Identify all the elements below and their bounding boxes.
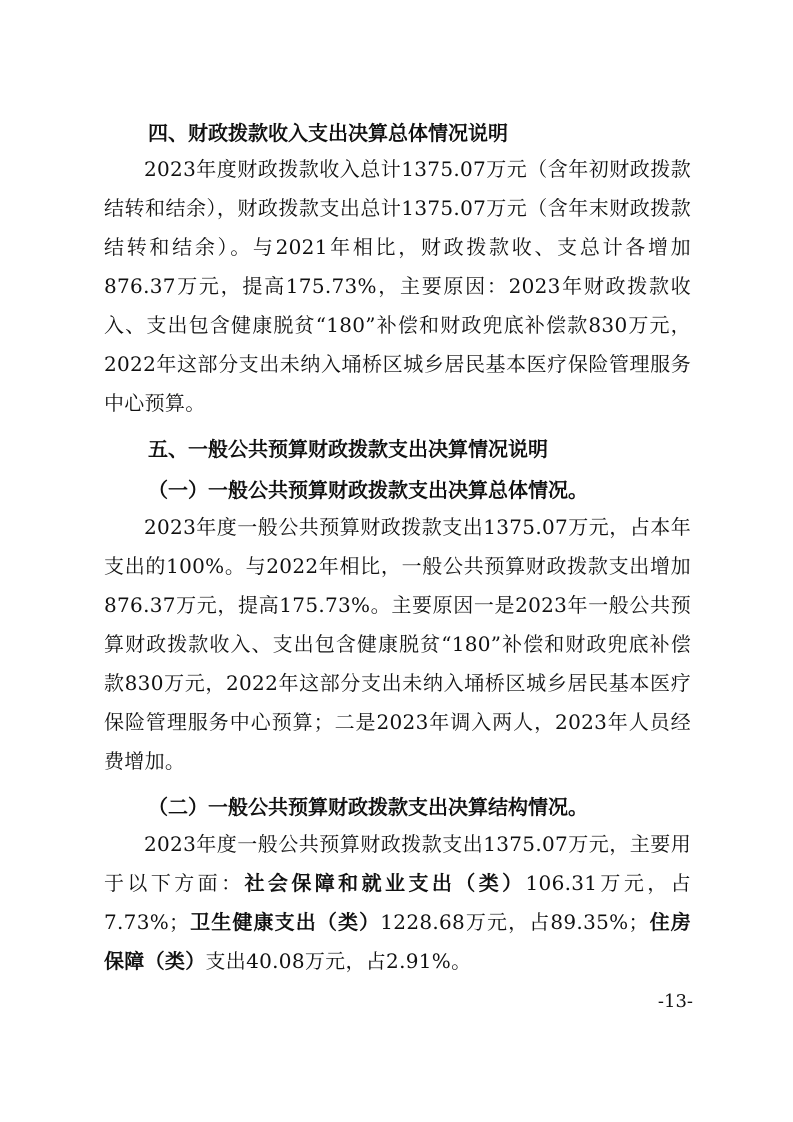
section5-sub1-paragraph: 2023年度一般公共预算财政拨款支出1375.07万元，占本年支出的100%。与2022年相比，一般公共预算财政拨款支出增加876.37万元，提高175.73%。主要原因一是2023年一般公共预算财政拨款收入、支出包含健康脱贫“180”补偿和财政兜底补偿款830万元，2022年这部分支出未纳入埇桥区城乡居民基本医疗保险管理服务中心预算；二是2023年调入两人，2023年人员经费增加。 [104,515,691,773]
section5-sub1-heading: （一）一般公共预算财政拨款支出决算总体情况。 [148,478,588,502]
item2-text: 1228.68万元，占89.35%； [380,910,649,934]
section5-sub2-heading: （二）一般公共预算财政拨款支出决算结构情况。 [148,795,588,819]
section5-sub2-paragraph [104,825,691,981]
section5-heading: 五、一般公共预算财政拨款支出决算情况说明 [148,437,548,461]
item1-label: 社会保障和就业支出（类） [244,871,526,895]
section4-paragraph: 2023年度财政拨款收入总计1375.07万元（含年初财政拨款结转和结余），财政拨款支出总计1375.07万元（含年末财政拨款结转和结余）。与2021年相比，财政拨款收、支总计各增加876.37万元，提高175.73%，主要原因：2023年财政拨款收入、支出包含健康脱贫“180”补偿和财政兜底补偿款830万元，2022年这部分支出未纳入埇桥区城乡居民基本医疗保险管理服务中心预算。 [104,157,691,415]
item3-text: 支出40.08万元，占2.91%。 [205,949,472,973]
section4-heading: 四、财政拨款收入支出决算总体情况说明 [148,121,508,145]
item1-text: 106.31万元，占7.73%； [104,871,691,934]
item3-label: 住房保障（类） [104,910,691,973]
sub2-intro: 2023年度一般公共预算财政拨款支出1375.07万元，主要用于以下方面： [104,832,691,895]
page-number: -13- [657,991,693,1012]
item2-label: 卫生健康支出（类） [189,910,381,934]
